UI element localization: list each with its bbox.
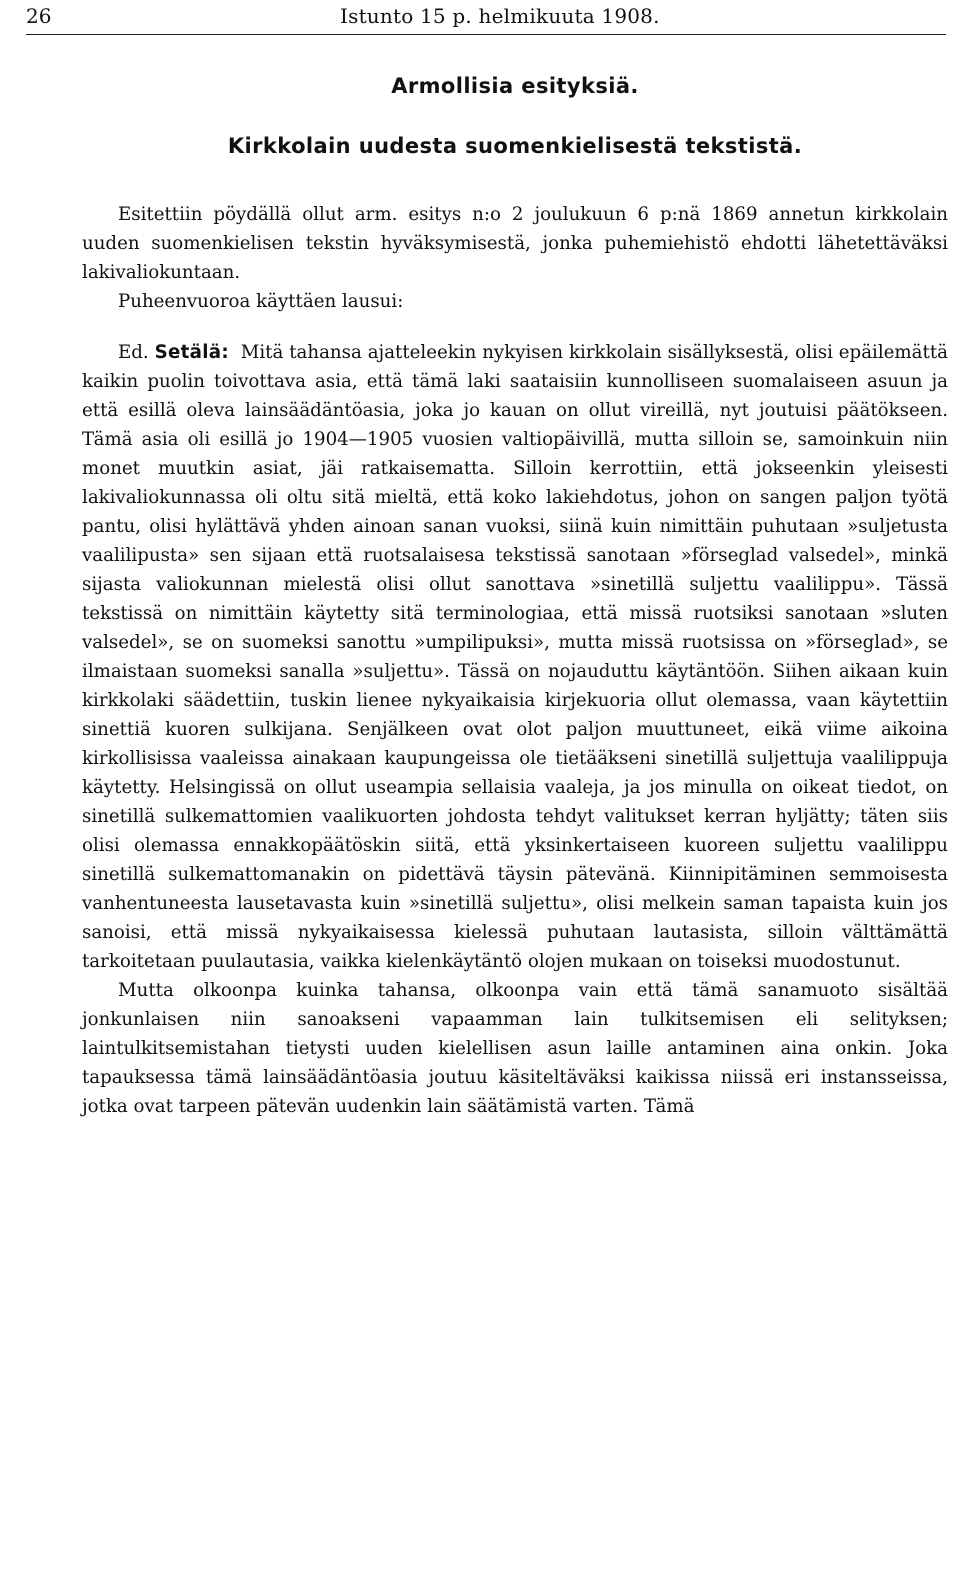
body-text	[82, 200, 948, 1121]
subsection-heading: Kirkkolain uudesta suomenkielisestä tekstistä.	[227, 134, 803, 158]
intro-paragraph: Esitettiin pöydällä ollut arm. esitys n:o 2 joulukuun 6 p:nä 1869 annetun kirkkolain uuden suomenkielisen tekstin hyväksymisestä, jonka puhemiehistö ehdotti lähetettäväksi lakivaliokuntaan.	[82, 204, 948, 283]
page-header	[26, 3, 948, 29]
header-rule	[26, 34, 946, 35]
speaker-name: Setälä:	[154, 342, 229, 363]
section-heading: Armollisia esityksiä.	[391, 74, 639, 98]
page-number: 26	[26, 4, 52, 28]
speaker-prefix: Ed.	[118, 342, 149, 363]
speech-text: Mitä tahansa ajatteleekin nykyisen kirkkolain sisällyksestä, olisi epäilemättä kaikin puolin toivottava asia, että tämä laki saataisiin kunnolliseen suomalaiseen asuun ja että esillä oleva lainsäädäntöasia, joka jo kauan on ollut vireillä, nyt joutuisi päätökseen. Tämä asia oli esillä jo 1904—1905 vuosien valtiopäivillä, mutta silloin se, samoinkuin niin monet muutkin asiat, jäi ratkaisematta. Silloin kerrottiin, että jokseenkin yleisesti lakivaliokunnassa oli oltu sitä mieltä, että koko lakiehdotus, johon on sangen paljon työtä pantu, olisi hylättävä yhden ainoan sanan vuoksi, siinä kuin nimittäin puhutaan »suljetusta vaalilipusta» sen sijaan että ruotsalaisesa tekstissä sanotaan »förseglad valsedel», minkä sijasta valiokunnan mielestä olisi ollut sanottava »sinetillä suljettu vaalilippu». Tässä tekstissä on nimittäin käytetty sitä terminologiaa, että missä ruotsiksi sanotaan »sluten valsedel», se on suomeksi sanottu »umpilipuksi», mutta missä ruotsissa on »förseglad», se ilmaistaan suomeksi sanalla »suljettu». Tässä on nojauduttu käytäntöön. Siihen aikaan kuin kirkkolaki säädettiin, tuskin lienee nykyaikaisia kirjekuoria ollut olemassa, vaan käytettiin sinettiä kuoren sulkijana. Senjälkeen ovat olot paljon muuttuneet, eikä viime aikoina kirkollisissa vaaleissa ainakaan kaupungeissa ole tietääkseni sinetillä suljettuja vaalilippuja käytetty. Helsingissä on ollut useampia sellaisia vaaleja, ja jos minulla on oikeat tiedot, on sinetillä sulkemattomien vaalikuorten johdosta tehdyt valitukset kerran hyljätty; täten siis olisi olemassa ennakkopäätöskin siitä, että yksinkertaiseen kuoreen suljettu vaalilippu sinetillä sulkemattomanakin on pidettävä täysin pätevänä. Kiinnipitäminen semmoisesta vanhentuneesta lausetavasta kuin »sinetillä suljettu», olisi melkein saman tapaista kuin jos sanoisi, että missä nykyaikaisessa kielessä puhutaan lautasista, silloin välttämättä tarkoitetaan puulautasia, vaikka kielenkäytäntö olojen mukaan on toiseksi muodostunut.	[82, 342, 948, 972]
speaking-line: Puheenvuoroa käyttäen lausui:	[118, 291, 404, 312]
speech-paragraph-2: Mutta olkoonpa kuinka tahansa, olkoonpa vain että tämä sanamuoto sisältää jonkunlaisen niin sanoakseni vapaamman lain tulkitsemisen eli selityksen; laintulkitsemistahan tietysti uuden kielellisen asun laille antaminen aina onkin. Joka tapauksessa tämä lainsäädäntöasia joutuu käsiteltäväksi kaikissa niissä eri instansseissa, jotka ovat tarpeen pätevän uudenkin lain säätämistä varten. Tämä	[82, 980, 948, 1117]
speech-paragraph	[82, 338, 948, 976]
running-title: Istunto 15 p. helmikuuta 1908.	[340, 4, 660, 28]
